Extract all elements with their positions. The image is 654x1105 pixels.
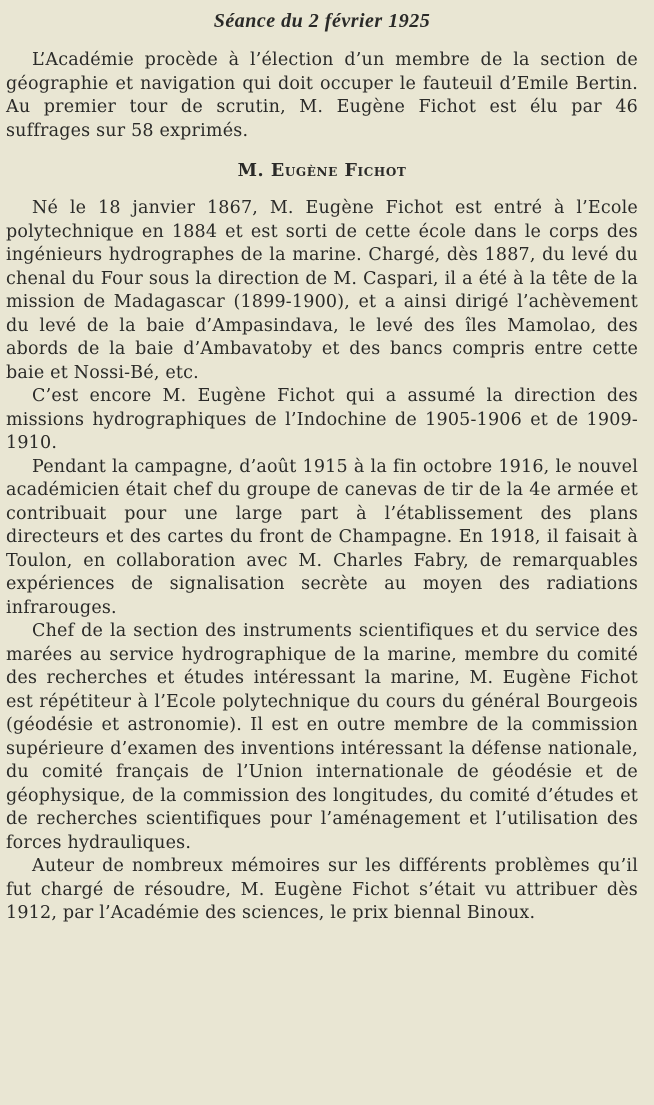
section-heading: M. Eugène Fichot bbox=[237, 161, 407, 181]
session-title: Séance du 2 février 1925 bbox=[213, 10, 431, 32]
body-paragraph: Pendant la campagne, d’août 1915 à la fin octobre 1916, le nouvel académicien était chef du groupe de canevas de tir de la 4e armée et contribuait pour une large part à l’établissement des plans directeurs et des cartes du front de Champagne. En 1918, il faisait à Toulon, en collaboration avec M. Charles Fabry, de remarquables expériences de signalisation secrète au moyen des radiations infrarouges. bbox=[6, 456, 638, 618]
body-paragraph: Auteur de nombreux mémoires sur les différents problèmes qu’il fut chargé de résoudre, M. Eugène Fichot s’était vu attribuer dès 1912, par l’Académie des sciences, le prix biennal Binoux. bbox=[6, 856, 638, 923]
document-page bbox=[6, 10, 638, 926]
body-paragraph: C’est encore M. Eugène Fichot qui a assumé la direction des missions hydrographiques de l’Indochine de 1905-1906 et de 1909-1910. bbox=[6, 386, 638, 453]
body-paragraph: Né le 18 janvier 1867, M. Eugène Fichot est entré à l’Ecole polytechnique en 1884 et est sorti de cette école dans le corps des ingénieurs hydrographes de la marine. Chargé, dès 1887, du levé du chenal du Four sous la direction de M. Caspari, il a été à la tête de la mission de Madagascar (1899-1900), et a ainsi dirigé l’achèvement du levé de la baie d’Ampasindava, le levé des îles Mamolao, des abords de la baie d’Ambavatoby et des bancs compris entre cette baie et Nossi-Bé, etc. bbox=[6, 198, 638, 383]
body-paragraph: Chef de la section des instruments scientifiques et du service des marées au service hydrographique de la marine, membre du comité des recherches et études intéressant la marine, M. Eugène Fichot est répétiteur à l’Ecole polytechnique du cours du général Bourgeois (géodésie et astronomie). Il est en outre membre de la commission supérieure d’examen des inventions intéressant la défense nationale, du comité français de l’Union internationale de géodésie et de géophysique, de la commission des longitudes, du comité d’études et de recherches scientifiques pour l’aménagement et l’utilisation des forces hydrauliques. bbox=[6, 621, 638, 853]
intro-paragraph: L’Académie procède à l’élection d’un membre de la section de géographie et navigation qui doit occuper le fauteuil d’Emile Bertin. Au premier tour de scrutin, M. Eugène Fichot est élu par 46 suffrages sur 58 exprimés. bbox=[6, 50, 638, 141]
